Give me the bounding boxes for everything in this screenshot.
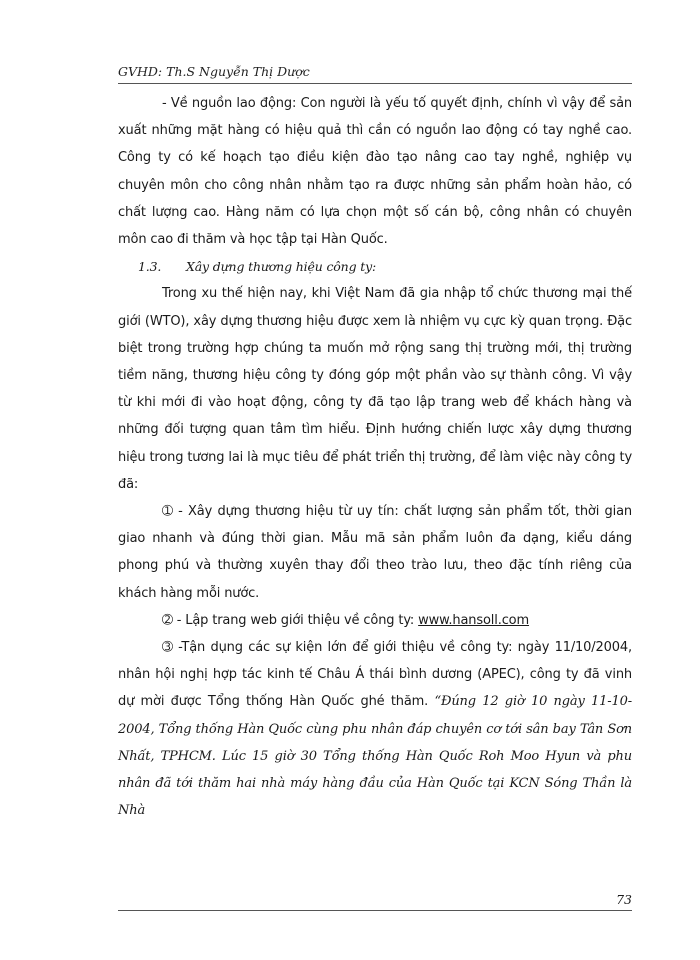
document-body — [118, 90, 632, 824]
paragraph-item-1: ➀ - Xây dựng thương hiệu từ uy tín: chất lượng sản phẩm tốt, thời gian giao nhanh và đúng thời gian. Mẫu mã sản phẩm luôn đa dạng, kiểu dáng phong phú và thường xuyên thay đổi theo trào lưu, theo đặc tính riêng của khách hàng mỗi nước. — [118, 504, 632, 601]
header-divider — [118, 83, 632, 84]
section-title: Xây dựng thương hiệu công ty: — [186, 259, 377, 275]
page-number: 73 — [616, 892, 632, 907]
section-heading — [118, 253, 632, 280]
section-number: 1.3. — [138, 259, 162, 275]
page-header: GVHD: Th.S Nguyễn Thị Dược — [118, 64, 310, 79]
footer-divider — [118, 910, 632, 911]
item-3-quote: “Đúng 12 giờ 10 ngày 11-10-2004, Tổng thống Hàn Quốc cùng phu nhân đáp chuyên cơ tới sân bay Tân Sơn Nhất, TPHCM. Lúc 15 giờ 30 Tổng thống Hàn Quốc Roh Moo Hyun và phu nhân đã tới thăm hai nhà máy hàng đầu của Hàn Quốc tại KCN Sóng Thần là Nhà — [118, 694, 632, 819]
website-link[interactable]: www.hansoll.com — [418, 612, 530, 628]
item-3-text: ➂ -Tận dụng các sự kiện lớn để giới thiệu về công ty: ngày 11/10/2004, nhân hội nghị hợp tác kinh tế Châu Á thái bình dương (APEC), công ty đã vinh dự mời được Tổng thống Hàn Quốc ghé thăm. — [118, 640, 632, 710]
item-2-text: ➁ - Lập trang web giới thiệu về công ty: — [162, 612, 419, 628]
paragraph-branding: Trong xu thế hiện nay, khi Việt Nam đã gia nhập tổ chức thương mại thế giới (WTO), xây dựng thương hiệu được xem là nhiệm vụ cực kỳ quan trọng. Đặc biệt trong trường hợp chúng ta muốn mở rộng sang thị trường mới, thị trường tiềm năng, thương hiệu công ty đóng góp một phần vào sự thành công. Vì vậy từ khi mới đi vào hoạt động, công ty đã tạo lập trang web để khách hàng và những đối tượng quan tâm tìm hiểu. Định hướng chiến lược xây dựng thương hiệu trong tương lai là mục tiêu để phát triển thị trường, để làm việc này công ty đã: — [118, 286, 632, 492]
paragraph-labor: - Về nguồn lao động: Con người là yếu tố quyết định, chính vì vậy để sản xuất những mặt hàng có hiệu quả thì cần có nguồn lao động có tay nghề cao. Công ty có kế hoạch tạo điều kiện đào tạo nâng cao tay nghề, nghiệp vụ chuyên môn cho công nhân nhằm tạo ra được những sản phẩm hoàn hảo, có chất lượng cao. Hàng năm có lựa chọn một số cán bộ, công nhân có chuyên môn cao đi thăm và học tập tại Hàn Quốc. — [118, 96, 632, 248]
paragraph-item-2 — [118, 607, 632, 634]
paragraph-item-3 — [118, 634, 632, 824]
